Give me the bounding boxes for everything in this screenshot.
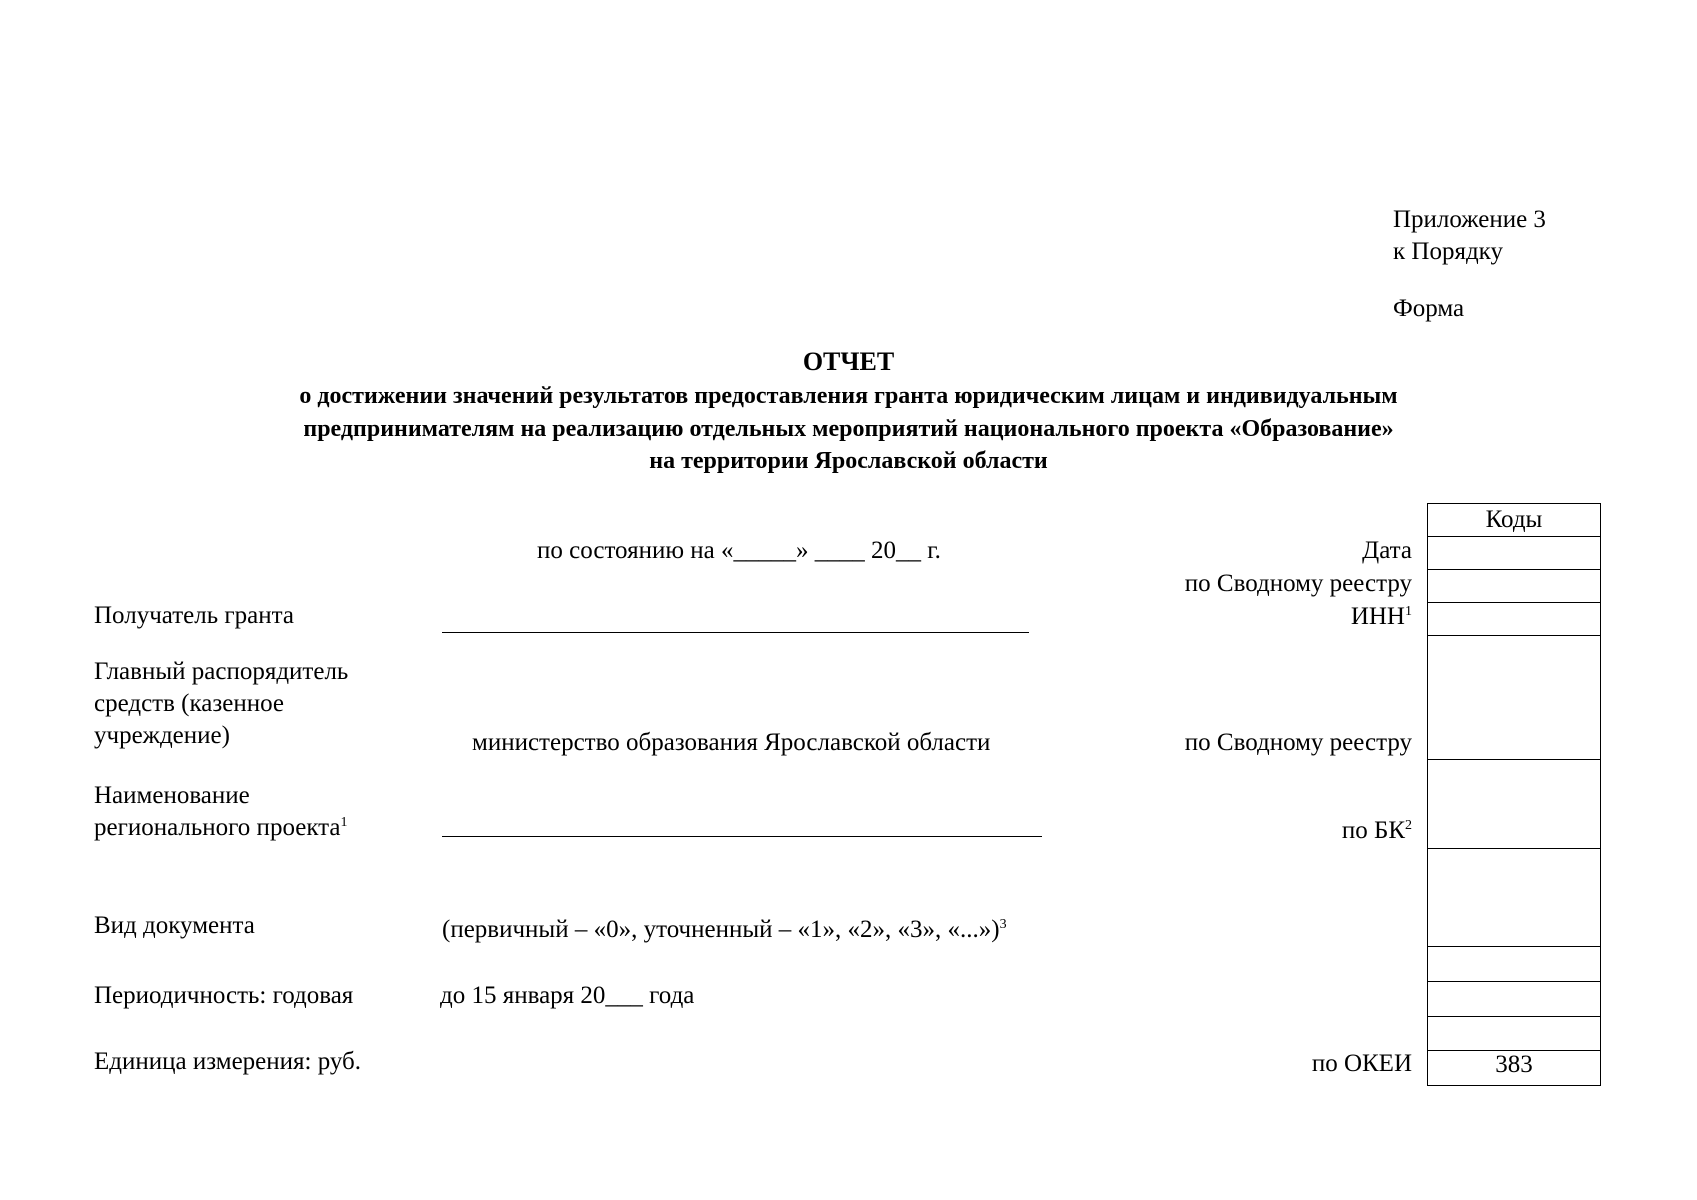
codes-row-divider [1428, 848, 1600, 849]
report-title-line-2: предпринимателям на реализацию отдельных мероприятий национального проекта «Образование» [303, 416, 1394, 442]
codes-row-divider [1428, 569, 1600, 570]
date-label: Дата [1362, 537, 1412, 564]
doc-type-label: Вид документа [94, 912, 255, 939]
doc-type-value: (первичный – «0», уточненный – «1», «2», «3», «...»)$^3$ [442, 916, 1007, 943]
inn-footnote-mark: 1 [1405, 604, 1412, 619]
codes-row-divider [1428, 946, 1600, 947]
report-title-line-3: на территории Ярославской области [649, 448, 1048, 474]
project-footnote-mark: 1 [340, 815, 348, 830]
report-title-line-1: о достижении значений результатов предоставления гранта юридическим лицам и индивидуальным [299, 383, 1398, 409]
codes-header: Коды [1485, 506, 1543, 533]
main-manager-label-2: средств (казенное [94, 690, 284, 717]
okei-code-value: 383 [1495, 1051, 1533, 1078]
project-label-1: Наименование [94, 782, 250, 809]
consolidated-registry-label-1: по Сводному реестру [1184, 570, 1412, 597]
bk-footnote-mark: 2 [1405, 818, 1412, 833]
codes-row-divider [1428, 536, 1600, 537]
codes-row-divider [1428, 635, 1600, 636]
ministry-name: министерство образования Ярославской области [472, 729, 991, 756]
form-label: Форма [1393, 295, 1465, 322]
project-blank-line [442, 836, 1042, 837]
periodicity-value: до 15 января 20___ года [440, 982, 695, 1009]
main-manager-label-3: учреждение) [94, 722, 230, 749]
unit-label: Единица измерения: руб. [94, 1048, 362, 1075]
inn-label: ИНН$^1$ [1350, 603, 1412, 630]
doc-type-footnote-mark: 3 [999, 917, 1007, 932]
codes-row-divider [1428, 602, 1600, 603]
appendix-line-2: к Порядку [1393, 238, 1503, 265]
appendix-line-1: Приложение 3 [1393, 206, 1546, 233]
codes-table [1427, 503, 1601, 1086]
codes-row-divider [1428, 1016, 1600, 1017]
codes-row-divider [1428, 759, 1600, 760]
recipient-blank-line [442, 632, 1029, 633]
recipient-label: Получатель гранта [94, 602, 294, 629]
codes-row-divider [1428, 981, 1600, 982]
project-label-2: регионального проекта$^1$ [94, 814, 348, 841]
okei-label: по ОКЕИ [1311, 1050, 1412, 1077]
bk-label: по $БК^2$ [1341, 817, 1412, 844]
report-date-line: по состоянию на «_____» ____ 20__ г. [537, 537, 941, 564]
consolidated-registry-label-2: по Сводному реестру [1184, 729, 1412, 756]
report-heading: ОТЧЕТ [802, 347, 895, 376]
periodicity-label: Периодичность: годовая [94, 982, 354, 1009]
main-manager-label-1: Главный распорядитель [94, 658, 349, 685]
